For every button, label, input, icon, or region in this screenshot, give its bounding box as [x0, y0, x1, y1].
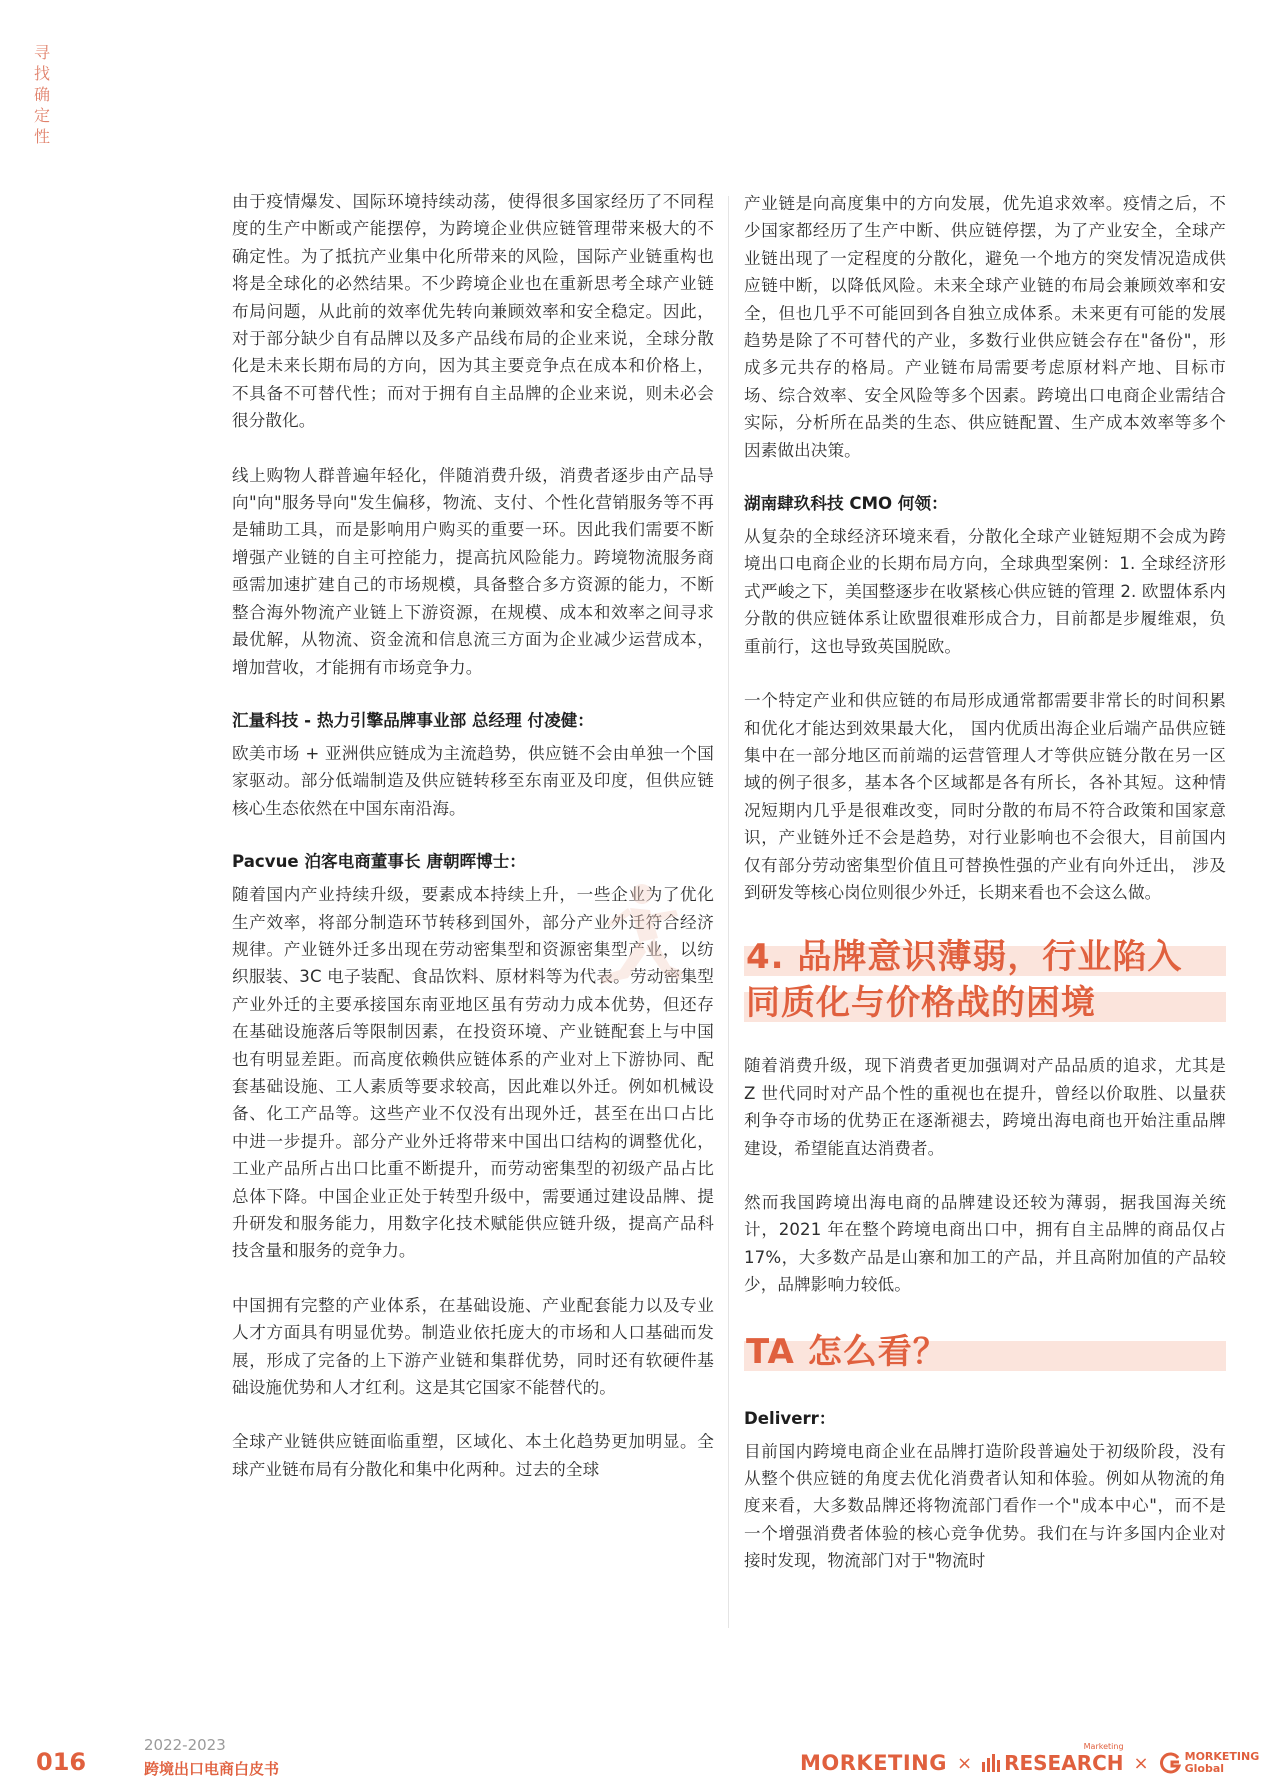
paragraph: 中国拥有完整的产业体系，在基础设施、产业配套能力以及专业人才方面具有明显优势。制造业依托庞大的市场和人口基础而发展，形成了完备的上下游产业链和集群优势，同时还有软硬件基础设施优势和人才红利。这是其它国家不能替代的。 — [232, 1295, 714, 1398]
logo-separator: × — [957, 1752, 973, 1774]
right-column — [744, 190, 1226, 1575]
speaker-heading: 汇量科技 - 热力引擎品牌事业部 总经理 付凌健： — [232, 710, 594, 730]
paragraph: 随着国内产业持续升级，要素成本持续上升，一些企业为了优化生产效率，将部分制造环节转移到国外，部分产业外迁符合经济规律。产业链外迁多出现在劳动密集型和资源密集型产业，以纺织服装、3C 电子装配、食品饮料、原材料等为代表。劳动密集型产业外迁的主要承接国东南亚地区虽有劳动力成本优势，但还存在基础设施落后等限制因素，在投资环境、产业链配套上与中国也有明显差距。而高度依赖供应链体系的产业对上下游协同、配套基础设施、工人素质等要求较高，因此难以外迁。例如机械设备、化工产品等。这些产业不仅没有出现外迁，甚至在出口占比中进一步提升。部分产业外迁将带来中国出口结构的调整优化，工业产品所占出口比重不断提升，而劳动密集型的初级产品占比总体下降。中国企业正处于转型升级中，需要通过建设品牌、提升研发和服务能力，用数字化技术赋能供应链升级，提高产品科技含量和服务的竞争力。 — [232, 885, 714, 1261]
speaker-heading: Deliverr： — [744, 1408, 836, 1428]
side-label-char: 定 — [34, 106, 51, 125]
left-column — [232, 188, 714, 1483]
morketing-global-logo — [1159, 1751, 1260, 1775]
paragraph: 然而我国跨境出海电商的品牌建设还较为薄弱，据我国海关统计，2021 年在整个跨境电商出口中，拥有自主品牌的商品仅占 17%，大多数产品是山寨和加工的产品，并且高附加值的产品较少，品牌影响力较低。 — [744, 1192, 1226, 1295]
section-heading-line: 同质化与价格战的困境 — [744, 980, 1226, 1026]
global-mark-icon — [1159, 1752, 1181, 1774]
paragraph: 全球产业链供应链面临重塑，区域化、本土化趋势更加明显。全球产业链布局有分散化和集中化两种。过去的全球 — [232, 1432, 714, 1479]
side-section-label — [34, 42, 50, 147]
global-logo-line: Global — [1184, 1762, 1225, 1775]
section-heading — [744, 934, 1226, 1026]
footer-title: 跨境出口电商白皮书 — [144, 1760, 280, 1778]
runner-watermark-icon — [580, 880, 690, 1000]
side-label-char: 确 — [34, 85, 51, 104]
research-logo-small: Marketing — [1083, 1742, 1124, 1751]
morketing-logo: MORKETING — [800, 1751, 947, 1775]
speaker-heading: 湖南肆玖科技 CMO 何领： — [744, 494, 948, 514]
research-logo — [982, 1742, 1124, 1775]
paragraph: 一个特定产业和供应链的布局形成通常都需要非常长的时间积累和优化才能达到效果最大化， 国内优质出海企业后端产品供应链集中在一部分地区而前端的运营管理人才等供应链分散在另一区域的例子很多，基本各个区域都是各有所长，各补其短。这种情况短期内几乎是很难改变，同时分散的布局不符合政策和国家意识，产业链外迁不会是趋势，对行业影响也不会很大，目前国内仅有部分劳动密集型价值且可替换性强的产业有向外迁出， 涉及到研发等核心岗位则很少外迁，长期来看也不会这么做。 — [744, 691, 1226, 902]
ta-heading-line: TA 怎么看？ — [744, 1329, 1226, 1375]
speaker-heading: Pacvue 泊客电商董事长 唐朝晖博士： — [232, 852, 526, 872]
global-logo-line: MORKETING — [1184, 1750, 1260, 1763]
page-number: 016 — [36, 1748, 87, 1776]
side-label-char: 性 — [34, 127, 51, 146]
ta-heading — [744, 1329, 1226, 1375]
paragraph: 产业链是向高度集中的方向发展，优先追求效率。疫情之后，不少国家都经历了生产中断、供应链停摆，为了产业安全，全球产业链出现了一定程度的分散化，避免一个地方的突发情况造成供应链中断，以降低风险。未来全球产业链的布局会兼顾效率和安全，但也几乎不可能回到各自独立成体系。未来更有可能的发展趋势是除了不可替代的产业，多数行业供应链会存在"备份"，形成多元共存的格局。产业链布局需要考虑原材料产地、目标市场、综合效率、安全风险等多个因素。跨境出口电商企业需结合实际，分析所在品类的生态、供应链配置、生产成本效率等多个因素做出决策。 — [744, 194, 1226, 460]
bars-icon — [982, 1754, 1000, 1772]
paragraph: 线上购物人群普遍年轻化，伴随消费升级，消费者逐步由产品导向"向"服务导向"发生偏移，物流、支付、个性化营销服务等不再是辅助工具，而是影响用户购买的重要一环。因此我们需要不断增强产业链的自主可控能力，提高抗风险能力。跨境物流服务商亟需加速扩建自己的市场规模，具备整合多方资源的能力，不断整合海外物流产业链上下游资源，在规模、成本和效率之间寻求最优解，从物流、资金流和信息流三方面为企业减少运营成本，增加营收，才能拥有市场竞争力。 — [232, 465, 714, 677]
footer-years: 2022-2023 — [144, 1736, 226, 1754]
side-label-char: 寻 — [34, 43, 51, 62]
paragraph: 随着消费升级，现下消费者更加强调对产品品质的追求，尤其是 Z 世代同时对产品个性的重视也在提升，曾经以价取胜、以量获利争夺市场的优势正在逐渐褪去，跨境出海电商也开始注重品牌建设，希望能直达消费者。 — [744, 1056, 1226, 1158]
partner-logos — [800, 1742, 1260, 1780]
research-logo-text: RESEARCH — [1004, 1751, 1124, 1775]
column-divider — [728, 196, 729, 1628]
section-heading-line: 4. 品牌意识薄弱，行业陷入 — [744, 934, 1226, 980]
paragraph: 从复杂的全球经济环境来看，分散化全球产业链短期不会成为跨境出口电商企业的长期布局方向，全球典型案例：1. 全球经济形式严峻之下，美国整逐步在收紧核心供应链的管理 2. 欧盟体系内分散的供应链体系让欧盟很难形成合力，目前都是步履维艰，负重前行，这也导致英国脱欧。 — [744, 527, 1226, 656]
side-label-char: 找 — [34, 64, 51, 83]
paragraph: 目前国内跨境电商企业在品牌打造阶段普遍处于初级阶段，没有从整个供应链的角度去优化消费者认知和体验。例如从物流的角度来看，大多数品牌还将物流部门看作一个"成本中心"，而不是一个增强消费者体验的核心竞争优势。我们在与许多国内企业对接时发现，物流部门对于"物流时 — [744, 1441, 1226, 1571]
paragraph: 欧美市场 + 亚洲供应链成为主流趋势，供应链不会由单独一个国家驱动。部分低端制造及供应链转移至东南亚及印度，但供应链核心生态依然在中国东南沿海。 — [232, 743, 714, 818]
logo-separator: × — [1133, 1752, 1149, 1774]
paragraph: 由于疫情爆发、国际环境持续动荡，使得很多国家经历了不同程度的生产中断或产能摆停，为跨境企业供应链管理带来极大的不确定性。为了抵抗产业集中化所带来的风险，国际产业链重构也将是全球化的必然结果。不少跨境企业也在重新思考全球产业链布局问题，从此前的效率优先转向兼顾效率和安全稳定。因此，对于部分缺少自有品牌以及多产品线布局的企业来说，全球分散化是未来长期布局的方向，因为其主要竞争点在成本和价格上，不具备不可替代性；而对于拥有自主品牌的企业来说，则未必会很分散化。 — [232, 192, 714, 431]
